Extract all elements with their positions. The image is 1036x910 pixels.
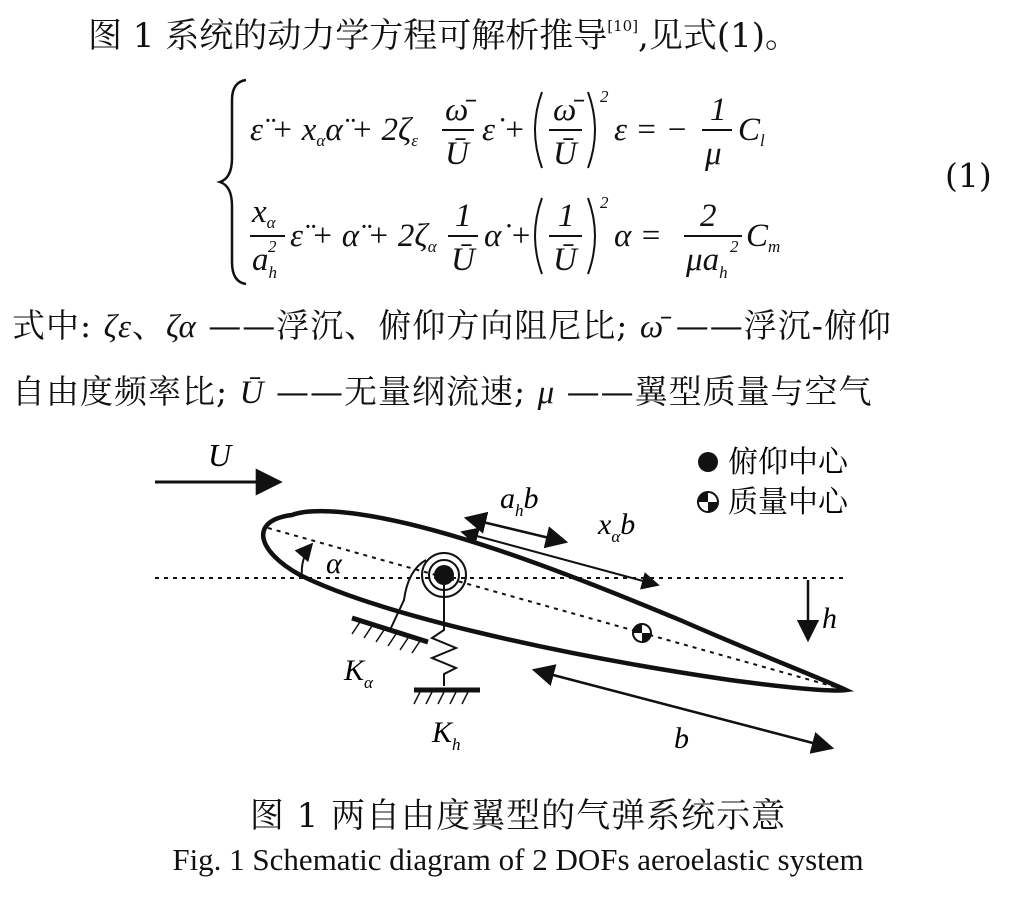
eq2-frac1-den-sup: 2: [268, 237, 277, 256]
svg-text:Kα: [343, 654, 374, 692]
k-alpha-sub: α: [364, 673, 373, 692]
definitions-line1: [12, 300, 892, 347]
xab-label: x: [598, 508, 612, 541]
eq2-frac4-den-sub: h: [719, 263, 728, 282]
torsion-ground: [352, 618, 428, 653]
plunge-spring: [432, 585, 456, 686]
eq1-term1-sub: α: [316, 131, 326, 150]
eq1-term1: ε̈ + x: [250, 112, 317, 148]
eq1-frac3-num: 1: [710, 92, 727, 128]
eq1-term2: α̈ + 2ζ: [325, 112, 412, 148]
eq2-frac3-num: 1: [558, 198, 575, 234]
figure-caption-en: Fig. 1 Schematic diagram of 2 DOFs aeroelastic system: [172, 842, 864, 877]
plunge-ground: [414, 690, 480, 704]
eq2-frac3-den: Ū: [553, 242, 577, 278]
eq2-term3: α =: [614, 218, 662, 254]
definitions-line2: [12, 366, 873, 413]
separator: 、: [132, 306, 166, 345]
defs-text-d: 无量纲流速;: [343, 372, 527, 411]
svg-text:Cm: [746, 218, 780, 256]
eq1-coef-sub: l: [760, 131, 765, 150]
svg-text:ahb: [500, 482, 539, 520]
equation-brace: [220, 80, 246, 284]
svg-text:ε̈ + α̈ + 2ζα: [290, 218, 438, 256]
k-h-label: K: [432, 716, 453, 749]
flow-label: U: [208, 437, 232, 473]
eq2-frac2-den: Ū: [451, 242, 475, 278]
eq1-coef: C: [738, 112, 761, 148]
ahb-tail: b: [523, 482, 539, 515]
citation-ref: [10]: [607, 17, 639, 35]
intro-text: 图 1 系统的动力学方程可解析推导: [88, 16, 608, 56]
eq2-frac2-num: 1: [455, 198, 472, 234]
defs-prefix: 式中:: [12, 306, 93, 345]
defs-text-b: 浮沉-俯仰: [743, 306, 892, 345]
ahb-label: a: [500, 482, 515, 515]
dash: ——: [275, 372, 344, 411]
eq2-exp: 2: [600, 193, 609, 212]
h-label: h: [822, 602, 837, 635]
airfoil-diagram: [0, 430, 1036, 780]
figure-caption-cn: 图 1 两自由度翼型的气弹系统示意: [249, 796, 787, 836]
mass-center-legend-icon: [698, 492, 718, 512]
svg-text:xαb: [597, 508, 635, 546]
eq2-frac4-den: μa: [686, 242, 720, 278]
eq2-coef-sub: m: [768, 237, 781, 256]
defs-text-c: 自由度频率比;: [12, 372, 229, 411]
eq1-frac1-num: ω̄: [445, 92, 469, 128]
intro-tail: ,见式(1)。: [638, 16, 800, 56]
eq1-frac3-den: μ: [705, 136, 722, 172]
eq1-term2-sub: ε: [411, 131, 419, 150]
xab-sub: α: [611, 527, 621, 546]
k-h-sub: h: [452, 735, 461, 754]
eq1-frac2-den: Ū: [553, 136, 577, 172]
eq2-term1: ε̈ + α̈ + 2ζ: [290, 218, 428, 254]
eq2-frac1-num: x: [252, 194, 267, 230]
legend-mass-label: 质量中心: [728, 486, 848, 519]
svg-text:μah: [685, 242, 728, 282]
alpha-label: α: [326, 547, 342, 580]
eq1-frac2-num: ω̄: [553, 92, 577, 128]
symbol-zeta-alpha: ζα: [166, 309, 197, 345]
pitch-center-legend-icon: [698, 452, 718, 472]
eq2-term2: α̇ +: [484, 218, 532, 254]
eq2-coef: C: [746, 218, 769, 254]
svg-text:Kh: [431, 716, 461, 754]
xab-tail: b: [620, 508, 636, 541]
svg-text:xα: [251, 194, 277, 232]
eq1-term4: ε = −: [614, 112, 689, 148]
alpha-arc: [302, 544, 312, 578]
eq2-term1-sub: α: [427, 237, 437, 256]
dash: ——: [566, 372, 635, 411]
svg-text:Cl: [738, 112, 765, 150]
eq2-frac1-den-sub: h: [268, 263, 277, 282]
dash: ——: [675, 306, 744, 345]
pitch-center-point: [434, 565, 454, 585]
symbol-omega-bar: ω̄: [639, 309, 665, 345]
eq1-term3: ε̇ +: [482, 112, 526, 148]
symbol-mu: μ: [537, 375, 556, 411]
symbol-u-bar: Ū: [239, 375, 265, 411]
eq2-frac1-den: a: [252, 242, 269, 278]
b-label: b: [674, 722, 689, 755]
eq2-frac4-den-sup: 2: [730, 237, 739, 256]
mass-center-point: [633, 624, 651, 642]
ahb-dimension: [466, 518, 566, 542]
svg-text:ε̈ + xαα̈ + 2ζε: [250, 112, 418, 150]
defs-text-a: 浮沉、俯仰方向阻尼比;: [276, 306, 629, 345]
legend-pitch-label: 俯仰中心: [728, 446, 848, 479]
symbol-zeta-epsilon: ζε: [103, 309, 132, 345]
eq2-frac4-num: 2: [700, 198, 717, 234]
equation-system: [0, 0, 1036, 300]
defs-text-e: 翼型质量与空气: [634, 372, 873, 411]
eq1-frac1-den: Ū: [445, 136, 469, 172]
eq1-exp: 2: [600, 87, 609, 106]
dash: ——: [208, 306, 277, 345]
ahb-sub: h: [515, 501, 524, 520]
equation-number: (1): [945, 156, 992, 195]
eq2-frac1-num-sub: α: [266, 213, 276, 232]
k-alpha-label: K: [344, 654, 365, 687]
